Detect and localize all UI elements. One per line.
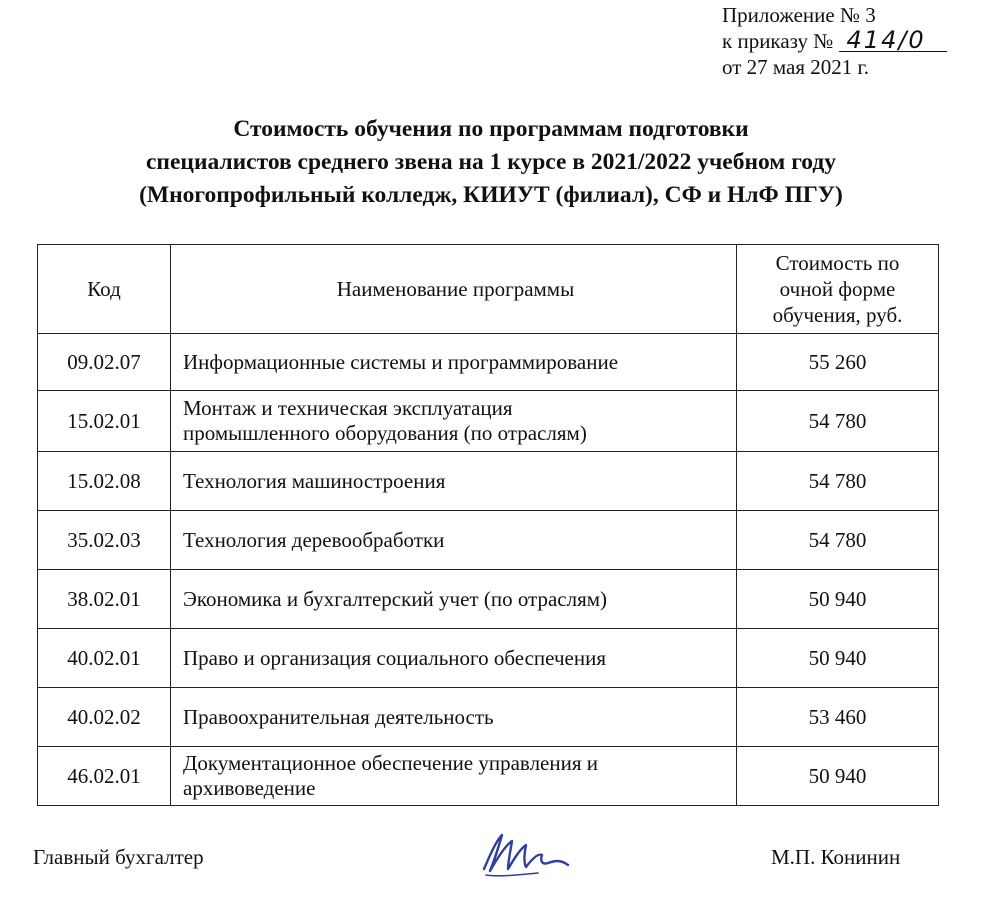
- row-program-name: Технология машиностроения: [171, 452, 737, 511]
- table-row: [38, 629, 939, 688]
- row-cost: 54 780: [737, 391, 939, 452]
- row-cost: 50 940: [737, 747, 939, 806]
- row-code: 46.02.01: [38, 747, 171, 806]
- row-program-name: Право и организация социального обеспечения: [171, 629, 737, 688]
- order-reference: [722, 28, 947, 54]
- row-code: 40.02.02: [38, 688, 171, 747]
- document-title: [0, 113, 982, 212]
- header-cost: [737, 245, 939, 334]
- title-line-2: специалистов среднего звена на 1 курсе в 2021/2022 учебном году: [146, 149, 836, 175]
- table-row: [38, 688, 939, 747]
- row-code: 15.02.01: [38, 391, 171, 452]
- row-cost: 50 940: [737, 629, 939, 688]
- header-cost-line: обучения, руб.: [772, 303, 903, 327]
- table-row: [38, 570, 939, 629]
- header-code: Код: [38, 245, 171, 334]
- table-row: [38, 747, 939, 806]
- header-cost-line: очной форме: [779, 277, 896, 301]
- table-row: [38, 452, 939, 511]
- row-cost: 54 780: [737, 452, 939, 511]
- row-program-name: Правоохранительная деятельность: [171, 688, 737, 747]
- row-cost: 54 780: [737, 511, 939, 570]
- program-name-line: Документационное обеспечение управления и: [183, 751, 598, 775]
- appendix-header: [722, 2, 947, 80]
- tuition-table: [37, 244, 939, 806]
- row-cost: 53 460: [737, 688, 939, 747]
- row-code: 40.02.01: [38, 629, 171, 688]
- order-date: от 27 мая 2021 г.: [722, 55, 870, 79]
- signature-icon: [478, 825, 578, 883]
- row-cost: 50 940: [737, 570, 939, 629]
- order-prefix: к приказу №: [722, 29, 834, 53]
- table-row: [38, 391, 939, 452]
- order-number-handwritten: 414/0: [839, 29, 947, 52]
- row-code: 38.02.01: [38, 570, 171, 629]
- title-line-1: Стоимость обучения по программам подготовки: [233, 116, 749, 142]
- signatory-name: М.П. Конинин: [771, 845, 901, 869]
- program-name-line: архивоведение: [183, 776, 316, 800]
- table-row: [38, 511, 939, 570]
- row-program-name: [171, 391, 737, 452]
- table-header-row: [38, 245, 939, 334]
- row-program-name: Информационные системы и программирование: [171, 334, 737, 391]
- table-row: [38, 334, 939, 391]
- appendix-label: Приложение № 3: [722, 3, 876, 27]
- title-line-3: (Многопрофильный колледж, КИИУТ (филиал), СФ и НлФ ПГУ): [139, 182, 843, 208]
- signatory-role: Главный бухгалтер: [33, 845, 204, 869]
- row-program-name: Экономика и бухгалтерский учет (по отраслям): [171, 570, 737, 629]
- header-cost-line: Стоимость по: [775, 251, 900, 275]
- row-program-name: [171, 747, 737, 806]
- program-name-line: Монтаж и техническая эксплуатация: [183, 396, 513, 420]
- header-program-name: Наименование программы: [171, 245, 737, 334]
- row-code: 09.02.07: [38, 334, 171, 391]
- row-cost: 55 260: [737, 334, 939, 391]
- row-code: 35.02.03: [38, 511, 171, 570]
- program-name-line: промышленного оборудования (по отраслям): [183, 421, 587, 445]
- row-program-name: Технология деревообработки: [171, 511, 737, 570]
- row-code: 15.02.08: [38, 452, 171, 511]
